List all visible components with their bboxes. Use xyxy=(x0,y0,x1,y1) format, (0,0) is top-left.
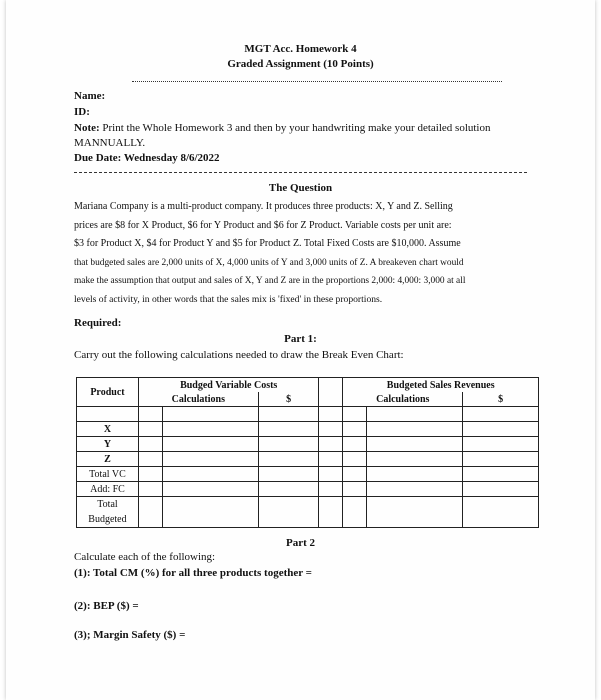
row-label-total-vc: Total VC xyxy=(77,467,139,482)
row-label-add-fc: Add: FC xyxy=(77,482,139,497)
table-row xyxy=(77,407,539,422)
table-row xyxy=(77,482,539,497)
row-label-y: Y xyxy=(77,437,139,452)
part2-heading: Part 2 xyxy=(285,537,315,549)
table-row xyxy=(77,497,539,528)
question-heading: The Question xyxy=(268,182,333,194)
row-label-x: X xyxy=(77,422,139,437)
row-label-z: Z xyxy=(77,452,139,467)
table-row xyxy=(77,437,539,452)
header-product: Product xyxy=(77,378,139,407)
question-total-cm: (1): Total CM (%) for all three products together = xyxy=(74,567,312,579)
header-vc-dollar: $ xyxy=(258,392,319,407)
document-title: MGT Acc. Homework 4 xyxy=(244,43,357,55)
dotted-divider xyxy=(132,81,502,82)
note-label: Note: xyxy=(74,122,100,134)
header-rev-dollar: $ xyxy=(463,392,539,407)
question-line: that budgeted sales are 2,000 units of X, 4,000 units of Y and 3,000 units of Z. A breakeven chart would xyxy=(74,257,464,268)
required-label: Required: xyxy=(74,317,122,329)
table-header-row xyxy=(77,378,539,393)
question-line: levels of activity, in other words that the sales mix is 'fixed' in these proportions. xyxy=(74,293,383,305)
document-subtitle: Graded Assignment (10 Points) xyxy=(227,58,374,70)
name-label: Name: xyxy=(74,90,106,102)
table-row xyxy=(77,422,539,437)
question-line: prices are $8 for X Product, $6 for Y Product and $6 for Z Product. Variable costs per unit are: xyxy=(74,219,452,231)
id-label: ID: xyxy=(74,106,90,118)
header-rev-calculations: Calculations xyxy=(343,392,463,407)
dashed-divider xyxy=(74,172,527,173)
part2-instruction: Calculate each of the following: xyxy=(74,551,216,563)
break-even-table xyxy=(76,377,539,528)
header-sales-revenues: Budgeted Sales Revenues xyxy=(343,378,539,393)
table-subheader-row xyxy=(77,392,539,407)
table-row xyxy=(77,452,539,467)
document-page xyxy=(6,0,595,700)
note-line xyxy=(74,122,491,134)
header-vc-calculations: Calculations xyxy=(138,392,258,407)
question-line: make the assumption that output and sales of X, Y and Z are in the proportions 2,000: 4,000: 3,000 at all xyxy=(74,276,466,286)
question-line: Mariana Company is a multi-product company. It produces three products: X, Y and Z. Selling xyxy=(74,201,453,212)
question-bep: (2): BEP ($) = xyxy=(74,600,139,612)
question-line: $3 for Product X, $4 for Product Y and $5 for Product Z. Total Fixed Costs are $10,000. Assume xyxy=(74,238,461,249)
question-margin-safety: (3); Margin Safety ($) = xyxy=(74,629,186,641)
due-date: Due Date: Wednesday 8/6/2022 xyxy=(74,152,220,164)
part1-heading: Part 1: xyxy=(284,333,317,345)
table-row xyxy=(77,467,539,482)
note-text: Print the Whole Homework 3 and then by your handwriting make your detailed solution xyxy=(102,122,491,134)
note-text-continued: MANNUALLY. xyxy=(74,137,146,149)
row-label-total-budgeted: Total Budgeted xyxy=(77,497,139,528)
part1-instruction: Carry out the following calculations needed to draw the Break Even Chart: xyxy=(74,349,404,361)
question-paragraph xyxy=(74,198,544,309)
header-variable-costs: Budged Variable Costs xyxy=(138,378,319,393)
